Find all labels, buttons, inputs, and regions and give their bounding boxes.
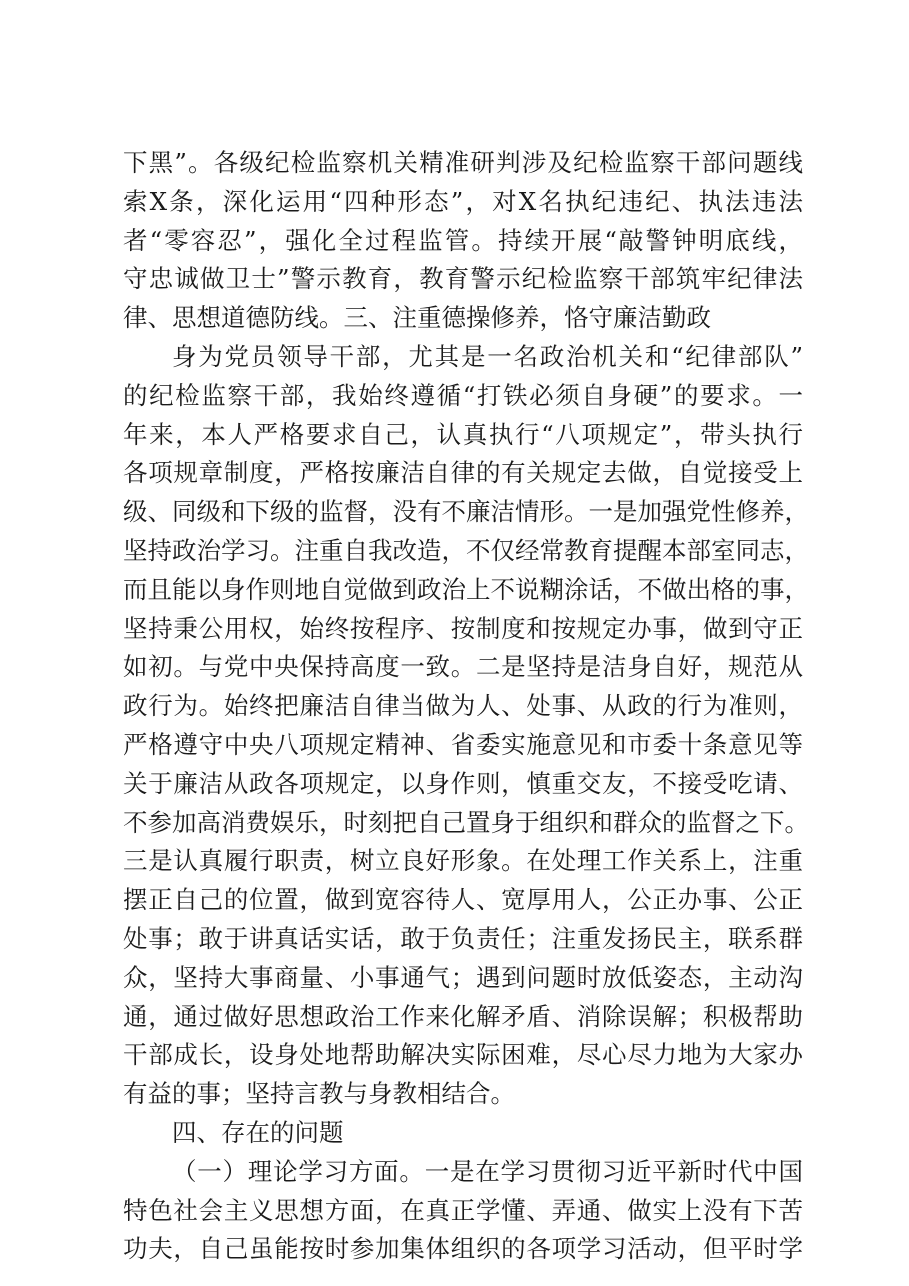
text-line: 各项规章制度，严格按廉洁自律的有关规定去做，自觉接受上 [123, 458, 803, 488]
subsection-start-line: （一）理论学习方面。一是在学习贯彻习近平新时代中国 [172, 1156, 803, 1186]
text-line: 干部成长，设身处地帮助解决实际困难，尽心尽力地为大家办 [123, 1040, 803, 1070]
text-line: 级、同级和下级的监督，没有不廉洁情形。一是加强党性修养， [123, 497, 809, 527]
text-line: 守忠诚做卫士”警示教育，教育警示纪检监察干部筑牢纪律法 [123, 264, 803, 294]
text-line: 政行为。始终把廉洁自律当做为人、处事、从政的行为准则， [123, 691, 803, 721]
text-line: 摆正自己的位置，做到宽容待人、宽厚用人，公正办事、公正 [123, 885, 803, 915]
section-heading-line: 律、思想道德防线。三、注重德操修养，恪守廉洁勤政 [123, 303, 711, 333]
text-line: 不参加高消费娱乐，时刻把自己置身于组织和群众的监督之下。 [123, 807, 809, 837]
text-line: 如初。与党中央保持高度一致。二是坚持是洁身自好，规范从 [123, 652, 803, 682]
text-line: 而且能以身作则地自觉做到政治上不说糊涂话，不做出格的事， [123, 574, 809, 604]
text-line: 年来，本人严格要求自己，认真执行“八项规定”，带头执行 [123, 419, 803, 449]
text-line: 坚持秉公用权，始终按程序、按制度和按规定办事，做到守正 [123, 613, 803, 643]
text-line: 坚持政治学习。注重自我改造，不仅经常教育提醒本部室同志， [123, 535, 809, 565]
text-line: 功夫，自己虽能按时参加集体组织的各项学习活动，但平时学 [123, 1234, 803, 1264]
text-line: 者“零容忍”，强化全过程监管。持续开展“敲警钟明底线， [123, 225, 803, 255]
text-line: 特色社会主义思想方面，在真正学懂、弄通、做实上没有下苦 [123, 1195, 803, 1225]
text-line: 下黑”。各级纪检监察机关精准研判涉及纪检监察干部问题线 [123, 148, 803, 177]
section-heading: 四、存在的问题 [172, 1117, 344, 1147]
body-text [123, 144, 809, 1269]
paragraph-end-line: 有益的事；坚持言教与身教相结合。 [123, 1079, 515, 1109]
paragraph-start-line: 身为党员领导干部，尤其是一名政治机关和“纪律部队” [172, 341, 803, 371]
text-line: 严格遵守中央八项规定精神、省委实施意见和市委十条意见等 [123, 729, 803, 759]
text-line: 的纪检监察干部，我始终遵循“打铁必须自身硬”的要求。一 [123, 380, 803, 410]
text-line: 三是认真履行职责，树立良好形象。在处理工作关系上，注重 [123, 846, 803, 876]
text-line: 索X条，深化运用“四种形态”，对X名执纪违纪、执法违法 [123, 186, 803, 216]
text-line: 关于廉洁从政各项规定，以身作则，慎重交友，不接受吃请、 [123, 768, 803, 798]
text-line: 通，通过做好思想政治工作来化解矛盾、消除误解；积极帮助 [123, 1001, 803, 1031]
text-line: 众，坚持大事商量、小事通气；遇到问题时放低姿态，主动沟 [123, 962, 803, 992]
text-line: 处事；敢于讲真话实话，敢于负责任；注重发扬民主，联系群 [123, 923, 803, 953]
